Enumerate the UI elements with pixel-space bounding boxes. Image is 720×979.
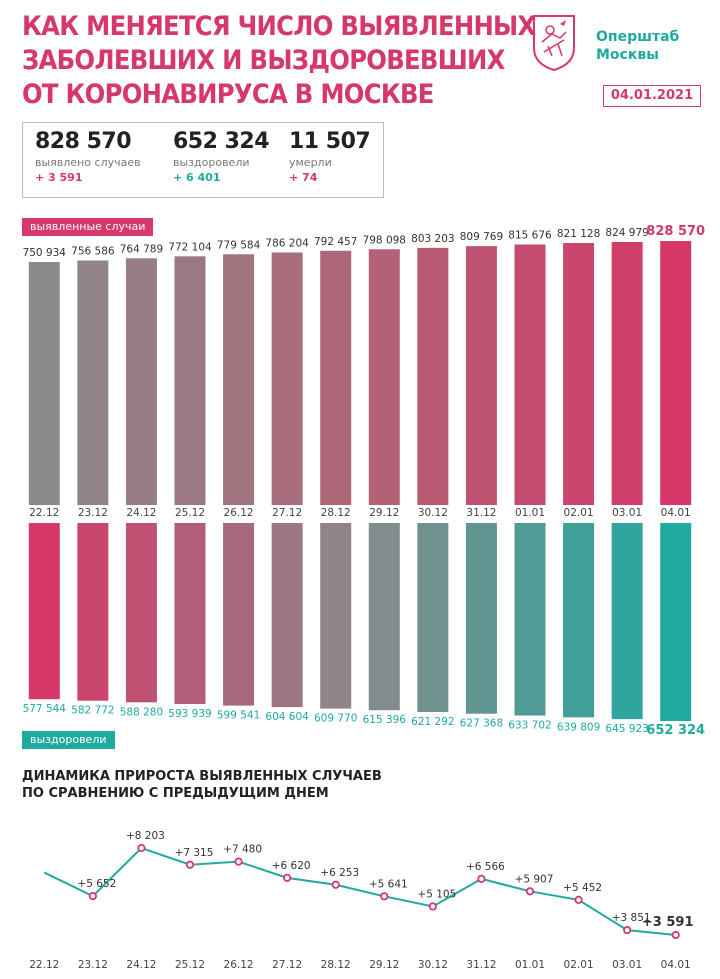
date-label: 02.01: [563, 507, 594, 519]
stat-delta: + 6 401: [173, 171, 221, 184]
detected-section-label: выявленные случаи: [22, 218, 153, 236]
increase-point: [478, 876, 484, 882]
line-date-label: 29.12: [369, 959, 400, 971]
stat-value: 652 324: [173, 129, 270, 154]
detected-bar: [272, 252, 303, 505]
recovered-bar: [369, 523, 400, 710]
recovered-bar: [272, 523, 303, 707]
recovered-section-label: выздоровели: [22, 731, 115, 749]
recovered-bar: [320, 523, 351, 709]
increase-value-label: +7 315: [174, 846, 214, 859]
increase-point: [235, 858, 241, 864]
increase-value-label: +7 480: [223, 843, 263, 856]
increase-point: [381, 893, 387, 899]
recovered-bar: [77, 523, 108, 701]
line-chart-title-line: ПО СРАВНЕНИЮ С ПРЕДЫДУЩИМ ДНЕМ: [22, 786, 329, 801]
date-label: 29.12: [369, 507, 400, 519]
increase-point: [430, 903, 436, 909]
detected-value-label: 756 586: [71, 245, 115, 258]
detected-bar: [612, 242, 643, 505]
increase-point: [90, 893, 96, 899]
detected-value-label: 750 934: [22, 247, 66, 260]
increase-point: [527, 888, 533, 894]
detected-bar: [417, 248, 448, 505]
line-date-label: 22.12: [29, 959, 60, 971]
line-chart-title-line: ДИНАМИКА ПРИРОСТА ВЫЯВЛЕННЫХ СЛУЧАЕВ: [22, 769, 382, 784]
increase-point: [138, 845, 144, 851]
recovered-bar: [660, 523, 691, 721]
recovered-value-label: 588 280: [119, 706, 164, 719]
increase-point: [673, 932, 679, 938]
date-badge: 04.01.2021: [603, 85, 701, 107]
recovered-value-label: 582 772: [71, 704, 115, 717]
stat-value: 11 507: [289, 129, 371, 154]
brand-line: Москвы: [596, 47, 659, 63]
detected-bar: [563, 243, 594, 505]
detected-bar: [660, 241, 691, 505]
date-label: 31.12: [466, 507, 497, 519]
recovered-value-label: 639 809: [556, 721, 601, 734]
recovered-value-label: 627 368: [459, 717, 504, 730]
detected-value-label: 828 570: [646, 224, 706, 239]
line-date-label: 31.12: [466, 959, 497, 971]
brand-line: Оперштаб: [596, 29, 680, 45]
recovered-value-label: 645 923: [605, 723, 649, 736]
date-label: 27.12: [272, 507, 303, 519]
date-label: 25.12: [174, 507, 206, 519]
detected-bar: [369, 249, 400, 505]
line-date-label: 24.12: [126, 959, 157, 971]
date-label: 26.12: [223, 507, 254, 519]
increase-value-label: +6 620: [271, 859, 311, 872]
line-date-label: 25.12: [174, 959, 206, 971]
detected-value-label: 779 584: [216, 239, 261, 252]
detected-value-label: 772 104: [168, 241, 212, 254]
title-line: КАК МЕНЯЕТСЯ ЧИСЛО ВЫЯВЛЕННЫХ: [22, 11, 536, 42]
detected-bar: [175, 256, 206, 505]
recovered-value-label: 621 292: [411, 715, 455, 728]
line-date-label: 26.12: [223, 959, 254, 971]
increase-point: [187, 862, 193, 868]
detected-bar: [466, 246, 497, 505]
recovered-bar: [515, 523, 546, 716]
title-line: ЗАБОЛЕВШИХ И ВЫЗДОРОВЕВШИХ: [22, 45, 505, 76]
date-label: 04.01: [660, 507, 691, 519]
recovered-value-label: 604 604: [265, 711, 309, 724]
increase-value-label: +5 452: [563, 881, 603, 894]
detected-value-label: 798 098: [362, 234, 406, 247]
detected-bar: [515, 244, 546, 505]
recovered-bar: [175, 523, 206, 704]
stat-label: умерли: [289, 156, 332, 169]
stat-label: выявлено случаев: [35, 156, 141, 169]
recovered-value-label: 577 544: [22, 703, 66, 716]
detected-value-label: 815 676: [508, 229, 552, 242]
title-line: ОТ КОРОНАВИРУСА В МОСКВЕ: [22, 79, 434, 110]
date-label: 22.12: [29, 507, 60, 519]
date-label: 01.01: [514, 507, 546, 519]
detected-bar: [223, 254, 254, 505]
line-date-label: 01.01: [514, 959, 546, 971]
recovered-bar: [466, 523, 497, 714]
detected-bar: [77, 261, 108, 505]
line-date-label: 30.12: [417, 959, 448, 971]
date-label: 28.12: [320, 507, 351, 519]
stat-value: 828 570: [35, 129, 132, 154]
recovered-bar: [563, 523, 594, 717]
increase-value-label: +5 641: [368, 878, 408, 891]
increase-point: [333, 882, 339, 888]
recovered-value-label: 633 702: [508, 719, 552, 732]
increase-value-label: +8 203: [125, 830, 165, 842]
detected-bar: [320, 251, 351, 505]
date-label: 23.12: [77, 507, 108, 519]
recovered-bar: [126, 523, 157, 702]
recovered-bar: [417, 523, 448, 712]
date-label: 30.12: [417, 507, 448, 519]
increase-value-label: +5 907: [514, 873, 554, 886]
recovered-bar: [29, 523, 60, 699]
line-date-label: 03.01: [612, 959, 643, 971]
increase-point: [284, 875, 290, 881]
line-date-label: 23.12: [77, 959, 108, 971]
increase-value-label: +6 253: [320, 866, 360, 879]
detected-bar: [29, 262, 60, 505]
stat-label: выздоровели: [173, 156, 250, 169]
stat-delta: + 74: [289, 171, 318, 184]
recovered-bar: [612, 523, 643, 719]
increase-value-label: +5 105: [417, 888, 457, 901]
recovered-value-label: 599 541: [216, 709, 261, 722]
increase-value-label: +5 652: [77, 878, 117, 891]
detected-value-label: 821 128: [556, 228, 601, 241]
line-date-label: 04.01: [660, 959, 691, 971]
detected-value-label: 824 979: [605, 226, 649, 239]
detected-value-label: 764 789: [119, 243, 164, 256]
date-label: 03.01: [612, 507, 643, 519]
detected-bar: [126, 258, 157, 505]
increase-value-label: +3 591: [641, 915, 694, 930]
detected-value-label: 786 204: [265, 237, 309, 250]
detected-value-label: 809 769: [459, 231, 504, 244]
line-date-label: 28.12: [320, 959, 351, 971]
recovered-bar: [223, 523, 254, 706]
increase-value-label: +3 851: [611, 912, 651, 925]
line-date-label: 27.12: [272, 959, 303, 971]
stat-delta: + 3 591: [35, 171, 83, 184]
recovered-value-label: 615 396: [362, 714, 406, 727]
increase-value-label: +6 566: [465, 860, 505, 873]
recovered-value-label: 652 324: [646, 723, 706, 738]
line-date-label: 02.01: [563, 959, 594, 971]
increase-point: [624, 927, 630, 933]
detected-value-label: 803 203: [411, 232, 455, 245]
recovered-value-label: 609 770: [314, 712, 358, 725]
increase-point: [575, 897, 581, 903]
recovered-value-label: 593 939: [168, 707, 212, 720]
detected-value-label: 792 457: [314, 235, 358, 248]
date-label: 24.12: [126, 507, 157, 519]
